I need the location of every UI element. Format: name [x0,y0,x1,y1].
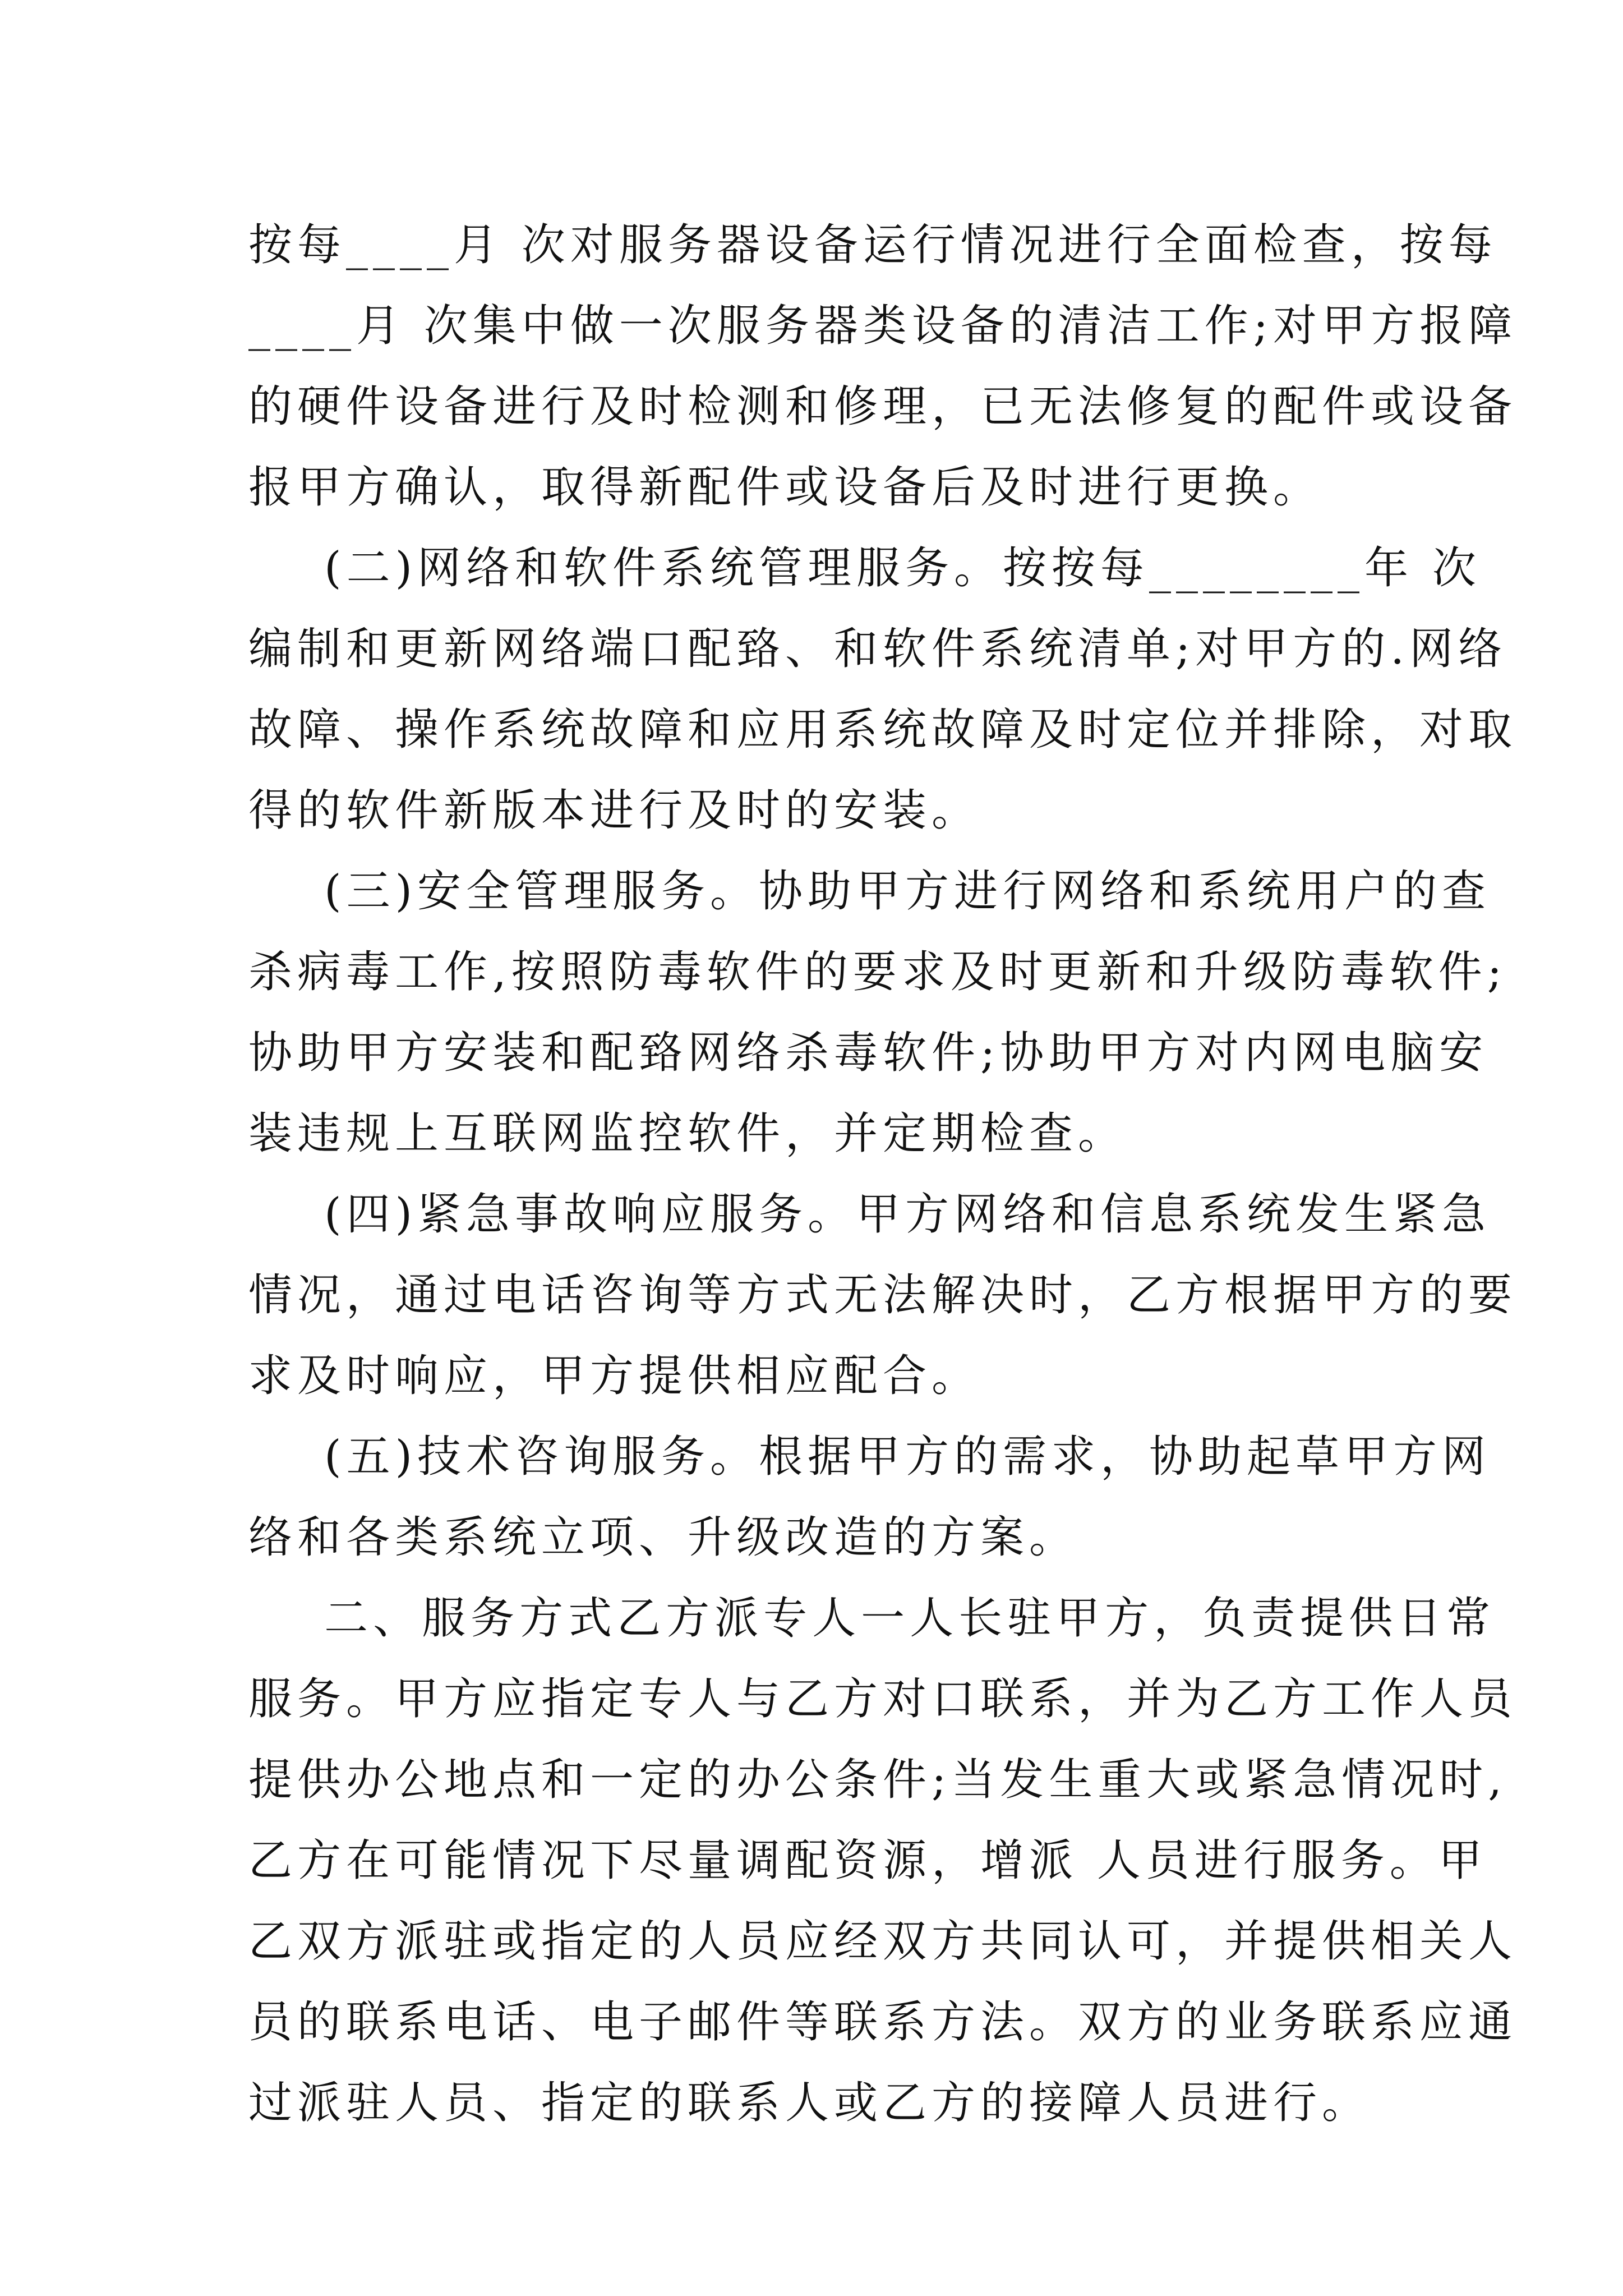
document-body [248,205,1518,2143]
text-line-11: 协助甲方安装和配臵网络杀毒软件;协助甲方对内网电脑安 [248,1028,1488,1078]
text-line-8: 得的软件新版本进行及时的安装。 [248,785,981,836]
text-line-2: ____月 次集中做一次服务器类设备的清洁工作;对甲方报障 [248,301,1518,351]
text-line-16: (五)技术咨询服务。根据甲方的需求，协助起草甲方网 [248,1432,1491,1482]
text-line-13: (四)紧急事故响应服务。甲方网络和信息系统发生紧急 [248,1189,1491,1240]
text-line-1: 按每____月 次对服务器设备运行情况进行全面检查，按每 [248,220,1497,270]
text-line-21: 乙方在可能情况下尽量调配资源，增派 人员进行服务。甲 [248,1835,1487,1886]
text-line-4: 报甲方确认，取得新配件或设备后及时进行更换。 [248,462,1322,513]
text-line-12: 装违规上互联网监控软件，并定期检查。 [248,1108,1127,1159]
text-line-24: 过派驻人员、指定的联系人或乙方的接障人员进行。 [248,2078,1371,2128]
text-line-23: 员的联系电话、电子邮件等联系方法。双方的业务联系应通 [248,1997,1518,2047]
text-line-5: (二)网络和软件系统管理服务。按按每________年 次 [248,543,1481,593]
text-line-7: 故障、操作系统故障和应用系统故障及时定位并排除，对取 [248,705,1518,755]
text-line-6: 编制和更新网络端口配臵、和软件系统清单;对甲方的.网络 [248,624,1507,674]
text-line-22: 乙双方派驻或指定的人员应经双方共同认可，并提供相关人 [248,1916,1518,1967]
text-line-20: 提供办公地点和一定的办公条件;当发生重大或紧急情况时, [248,1755,1507,1805]
text-line-9: (三)安全管理服务。协助甲方进行网络和系统用户的查 [248,866,1491,917]
text-line-14: 情况，通过电话咨询等方式无法解决时，乙方根据甲方的要 [248,1270,1518,1320]
text-line-19: 服务。甲方应指定专人与乙方对口联系，并为乙方工作人员 [248,1674,1518,1724]
text-line-15: 求及时响应，甲方提供相应配合。 [248,1351,981,1401]
text-line-17: 络和各类系统立项、升级改造的方案。 [248,1512,1078,1563]
text-line-18: 二、服务方式乙方派专人一人长驻甲方，负责提供日常 [248,1593,1496,1644]
text-line-3: 的硬件设备进行及时检测和修理，已无法修复的配件或设备 [248,381,1518,432]
text-line-10: 杀病毒工作,按照防毒软件的要求及时更新和升级防毒软件; [248,947,1507,997]
